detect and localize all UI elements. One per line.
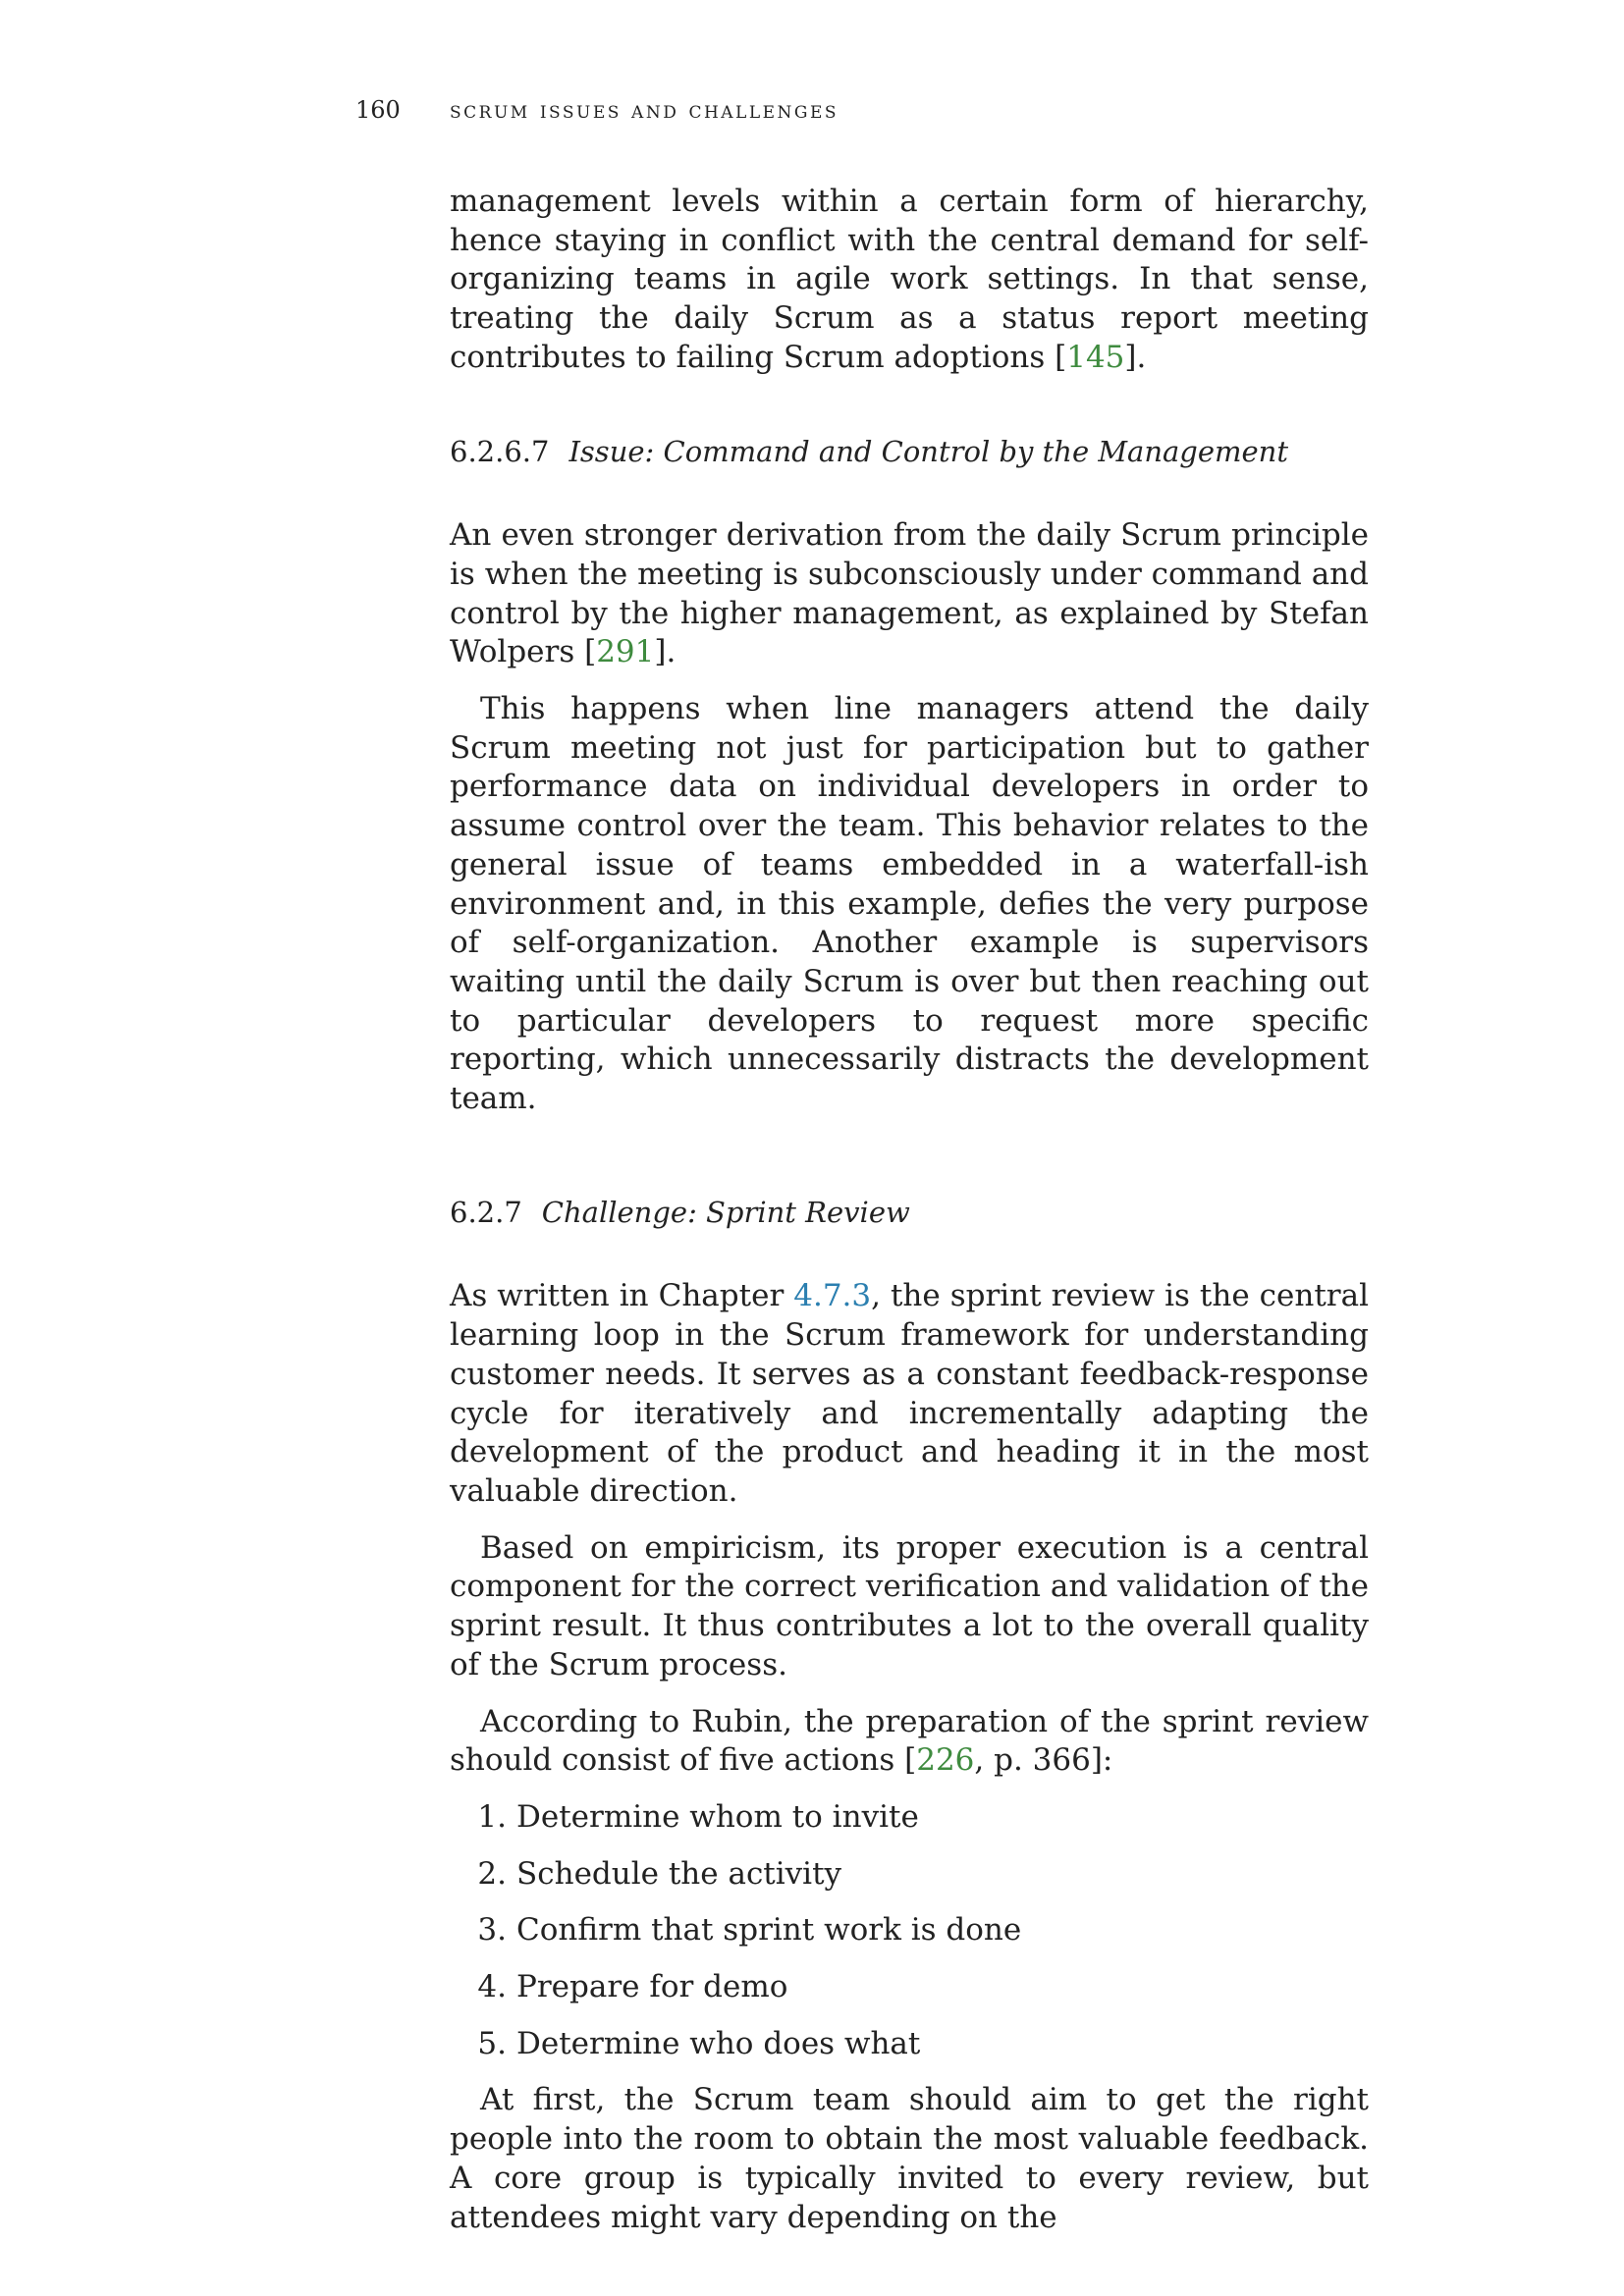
list-number: 3. [477, 1912, 507, 1949]
paragraph: This happens when line managers attend the daily Scrum meeting not just for participation but to gather performance data on individual developers in order to assume control over the team. This behavior relates to the general issue of teams embedded in a waterfall-ish environment and, in this example, defies the very purpose of self-organization. Another example is supervisors waiting until the daily Scrum is over but then reaching out to particular developers to request more specific reporting, which unnecessarily distracts the development team. [450, 691, 1369, 1117]
list-item [450, 1911, 1369, 1950]
section-title: Challenge: Sprint Review [541, 1195, 910, 1229]
list-item [450, 1798, 1369, 1838]
paragraph-continued: management levels within a certain form of hierarchy, hence staying in conflict with the central demand for self-organizing teams in agile work settings. In that sense, treating the daily Scrum as a status report meeting contributes to failing Scrum adoptions [145]. [450, 184, 1369, 375]
citation-link[interactable]: 226 [916, 1742, 975, 1779]
list-number: 4. [477, 1969, 507, 2005]
paragraph: Based on empiricism, its proper execution is a central component for the correct verification and validation of the sprint result. It thus contributes a lot to the overall quality of the Scrum process. [450, 1529, 1369, 1682]
text-column [450, 183, 1369, 2237]
list-item [450, 1968, 1369, 2007]
list-text: Schedule the activity [516, 1855, 842, 1892]
section-number: 6.2.7 [450, 1195, 522, 1229]
section-heading [450, 1194, 1369, 1233]
subsection-title: Issue: Command and Control by the Management [568, 434, 1289, 468]
list-text: Prepare for demo [516, 1969, 788, 2005]
list-item [450, 2025, 1369, 2064]
list-number: 2. [477, 1855, 507, 1892]
page-number: 160 [355, 96, 401, 124]
chapter-link[interactable]: 4.7.3 [793, 1278, 872, 1314]
citation-link[interactable]: 145 [1066, 339, 1125, 375]
actions-list [450, 1798, 1369, 2064]
running-title: scrum issues and challenges [450, 96, 839, 124]
citation-link[interactable]: 291 [596, 634, 655, 670]
subsection-heading [450, 433, 1369, 472]
paragraph: At first, the Scrum team should aim to get the right people into the room to obtain the most valuable feedback. A core group is typically invited to every review, but attendees might vary depending on the [450, 2082, 1369, 2235]
paragraph: As written in Chapter 4.7.3, the sprint review is the central learning loop in the Scrum framework for understanding customer needs. It serves as a constant feedback-response cycle for iteratively and incrementally adapting the development of the product and heading it in the most valuable direction. [450, 1278, 1369, 1509]
list-number: 5. [477, 2025, 507, 2061]
list-text: Confirm that sprint work is done [516, 1912, 1022, 1949]
running-head [355, 96, 839, 124]
subsection-number: 6.2.6.7 [450, 434, 550, 468]
list-number: 1. [477, 1798, 507, 1835]
paragraph: According to Rubin, the preparation of the sprint review should consist of five actions [226, p. 366]: [450, 1703, 1369, 1779]
list-text: Determine who does what [516, 2025, 921, 2061]
list-item [450, 1855, 1369, 1895]
paragraph: An even stronger derivation from the daily Scrum principle is when the meeting is subconsciously under command and control by the higher management, as explained by Stefan Wolpers [291]. [450, 517, 1369, 670]
list-text: Determine whom to invite [516, 1798, 919, 1835]
